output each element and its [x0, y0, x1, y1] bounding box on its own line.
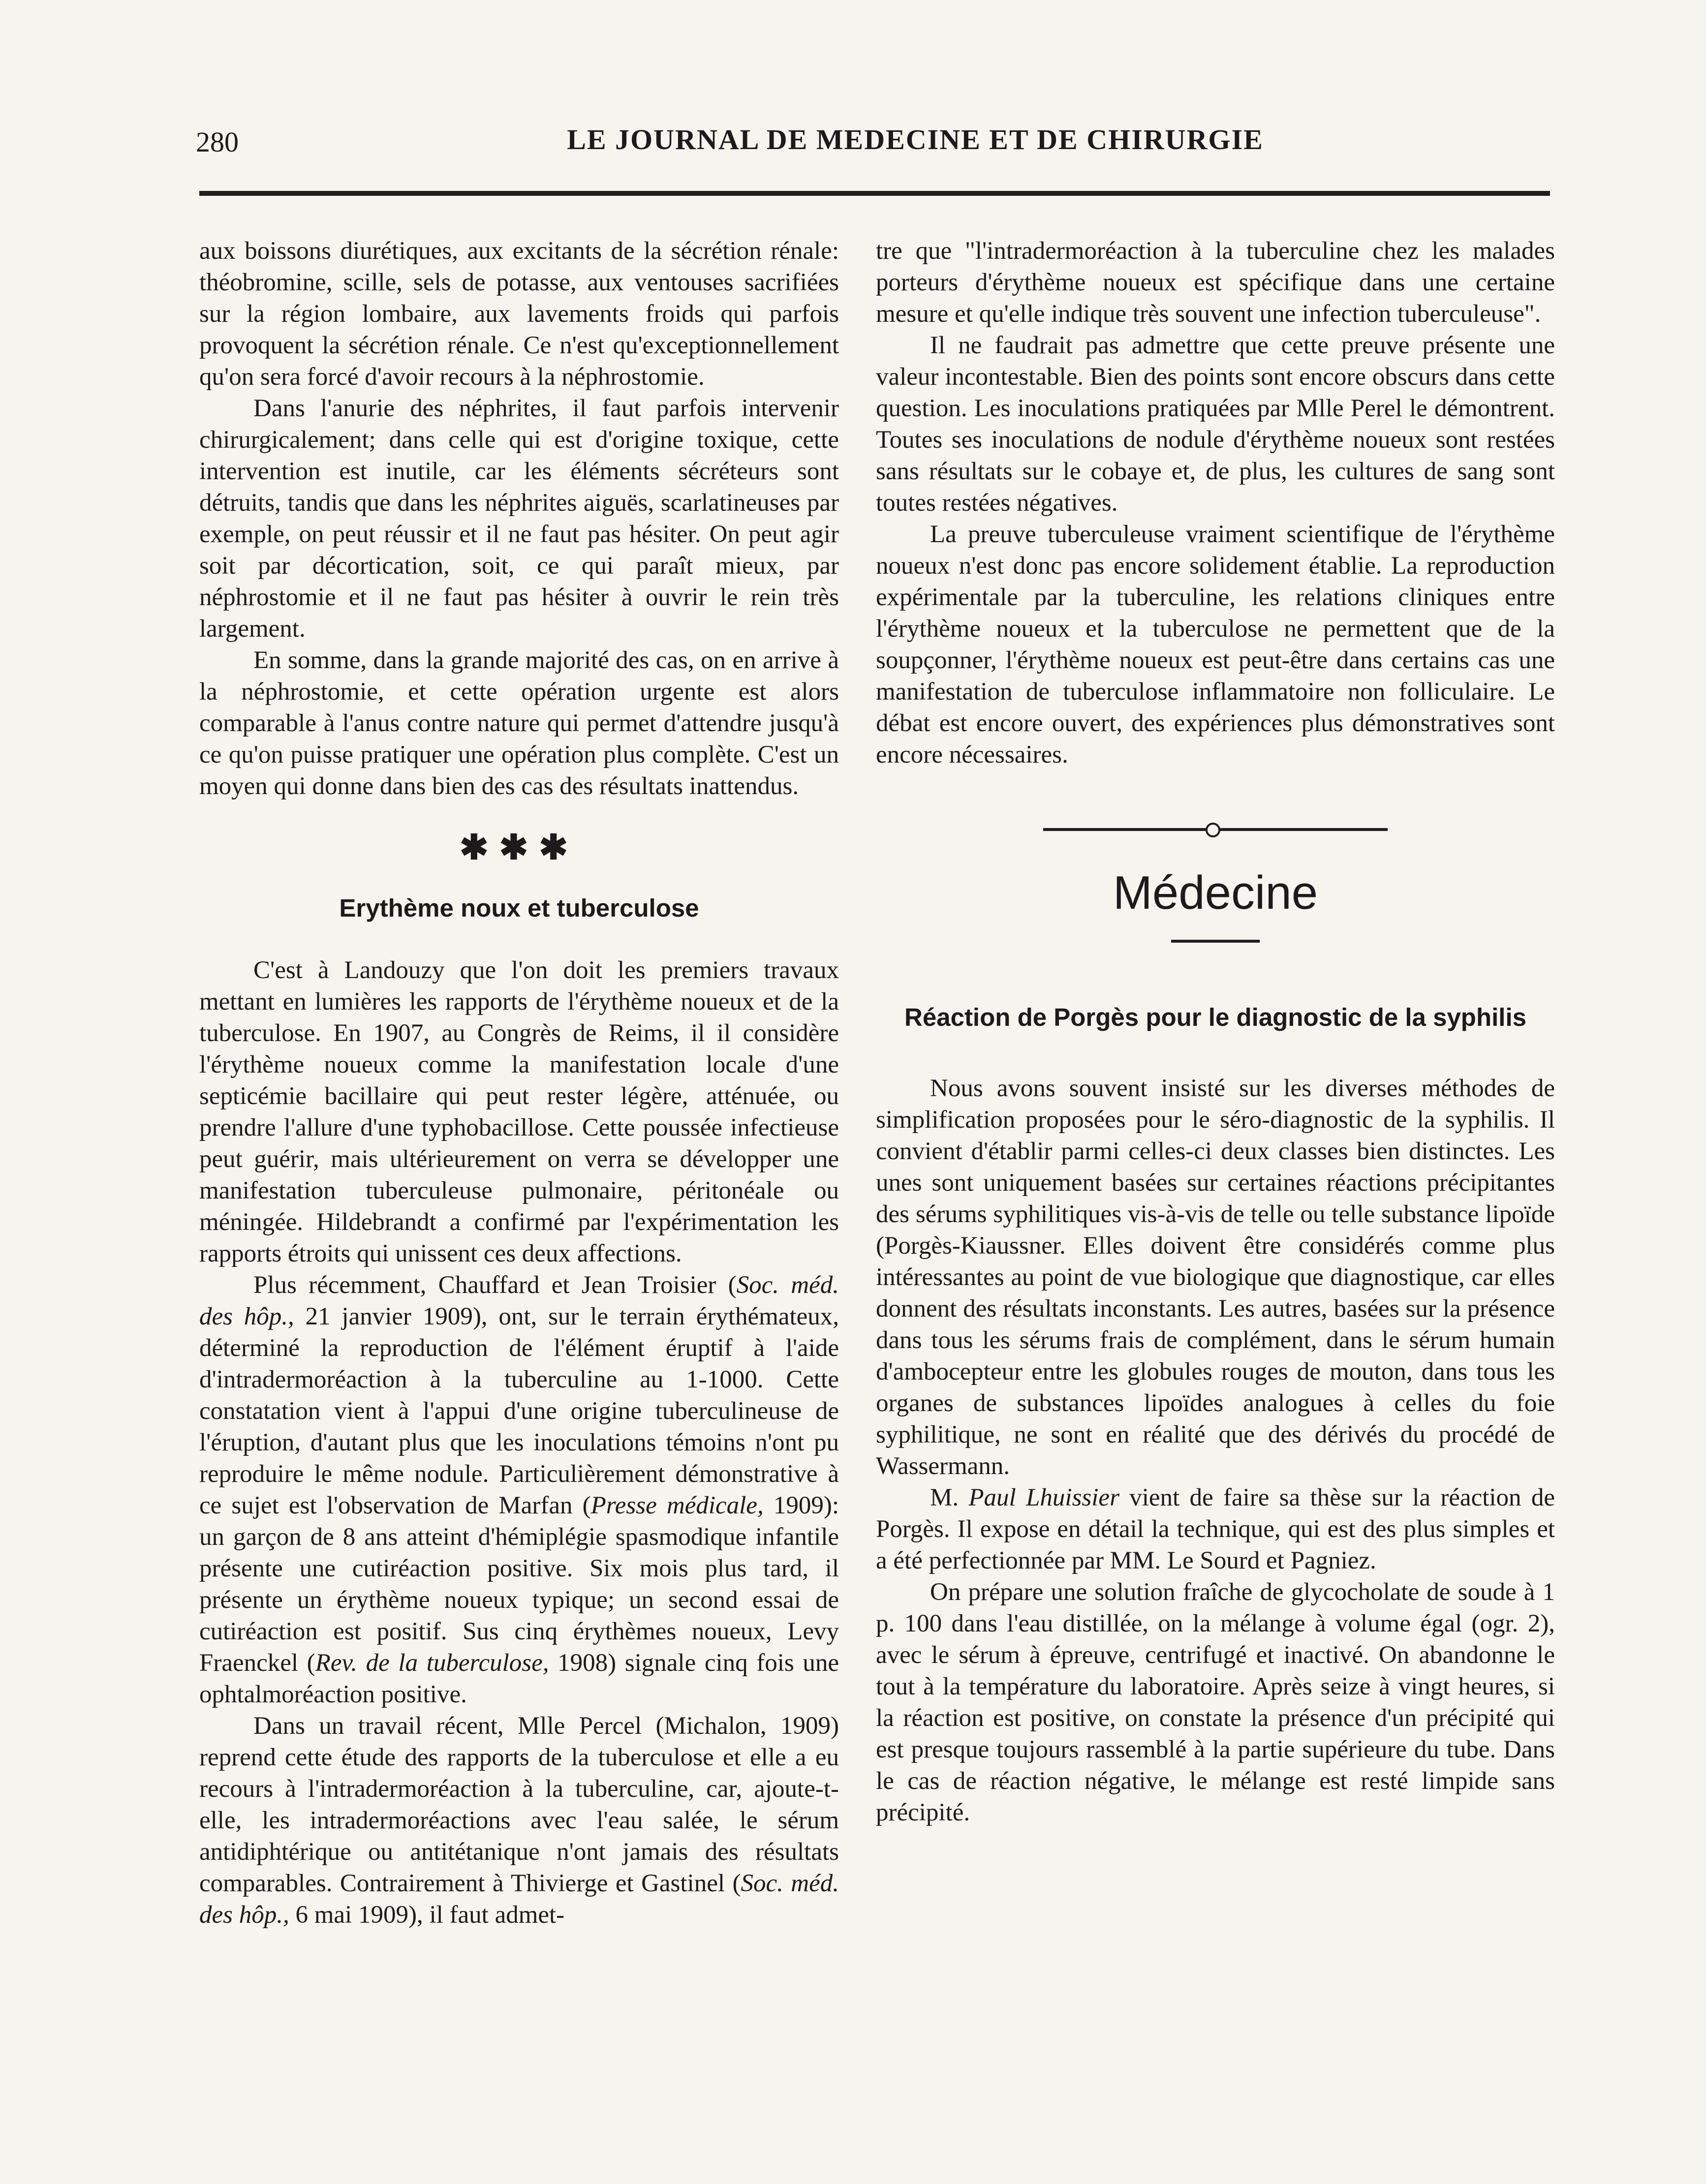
paragraph: [199, 1269, 839, 1710]
text-run: 21 janvier 1909), ont, sur le terrain érythémateux, déterminé la reproduction de l'élément éruptif à l'aide d'intradermoréaction à la tuberculine au 1-1000. Cette constatation vient à l'appui d'une origine tuberculineuse de l'éruption, d'autant plus que les inoculations témoins n'ont pu reproduire le même nodule. Particulièrement démonstrative à ce sujet est l'observation de Marfan (: [199, 1303, 839, 1519]
text-run: M.: [930, 1484, 969, 1511]
paragraph: aux boissons diurétiques, aux excitants de la sécrétion rénale: théobromine, scille, sels de potasse, aux ventouses sacrifiées sur la région lombaire, aux lavements froids qui parfois provoquent la sécrétion rénale. Ce n'est qu'exceptionnellement qu'on sera forcé d'avoir recours à la néphrostomie.: [199, 237, 839, 391]
citation: Rev. de la tuberculose,: [315, 1649, 549, 1677]
header-rule: [199, 191, 1550, 196]
paragraph: [876, 1482, 1555, 1576]
paragraph: C'est à Landouzy que l'on doit les premiers travaux mettant en lumières les rapports de l'érythème noueux et de la tuberculose. En 1907, au Congrès de Reims, il il considère l'érythème noueux comme la manifestation locale d'une septicémie bacillaire qui peut rester légère, atténuée, ou prendre l'allure d'une typhobacillose. Cette poussée infectieuse peut guérir, mais ultérieurement on verra se développer une manifestation tuberculeuse pulmonaire, péritonéale ou méningée. Hildebrandt a confirmé par l'expérimentation les rapports étroits qui unissent ces deux affections.: [199, 956, 839, 1267]
citation: Soc. méd. des hôp.,: [199, 1271, 839, 1330]
text-run: vient de faire sa thèse sur la réaction de Porgès. Il expose en détail la technique, qui est des plus simples et a été perfectionnée par MM. Le Sourd et Pagniez.: [876, 1484, 1555, 1574]
paragraph: En somme, dans la grande majorité des cas, on en arrive à la néphrostomie, et cette opération urgente est alors comparable à l'anus contre nature qui permet d'attendre jusqu'à ce qu'on puisse pratiquer une opération plus complète. C'est un moyen qui donne dans bien des cas des résultats inattendus.: [199, 646, 839, 800]
citation: Presse médicale,: [590, 1492, 764, 1519]
section-rule: [1171, 940, 1260, 943]
paragraph: La preuve tuberculeuse vraiment scientifique de l'érythème noueux n'est donc pas encore solidement établie. La reproduction expérimentale par la tuberculine, les relations cliniques entre l'érythème noueux et la tuberculose ne permettent que de la soupçonner, l'érythème noueux est peut-être dans certains cas une manifestation de tuberculose inflammatoire non folliculaire. Le débat est encore ouvert, des expériences plus démonstratives sont encore nécessaires.: [876, 521, 1555, 769]
paragraph: On prépare une solution fraîche de glycocholate de soude à 1 p. 100 dans l'eau distillée, on la mélange à volume égal (ogr. 2), avec le sérum à épreuve, centrifugé et inactivé. On abandonne le tout à la température du laboratoire. Après seize à vingt heures, si la réaction est positive, on constate la présence d'un précipité qui est presque toujours rassemblé à la partie supérieure du tube. Dans le cas de réaction négative, le mélange est resté limpide sans précipité.: [876, 1578, 1555, 1826]
section-title: Médecine: [1113, 866, 1318, 919]
right-column: [876, 235, 1555, 1828]
paragraph: tre que "l'intradermoréaction à la tuberculine chez les malades porteurs d'érythème noueux est spécifique dans une certaine mesure et qu'elle indique très souvent une infection tuberculeuse".: [876, 237, 1555, 328]
page-number: 280: [196, 126, 239, 158]
text-run: 6 mai 1909), il faut admet-: [289, 1901, 565, 1929]
asterism-divider: ✱✱✱: [460, 829, 579, 867]
left-column: [199, 235, 839, 1931]
ornamental-rule: [876, 820, 1555, 839]
page-header: [0, 0, 1706, 197]
ornament-circle: [1206, 823, 1220, 837]
text-run: Plus récemment, Chauffard et Jean Troisier (: [253, 1271, 737, 1299]
paragraph: [199, 1710, 839, 1931]
paragraph: Dans l'anurie des néphrites, il faut parfois intervenir chirurgicalement; dans celle qui est d'origine toxique, cette intervention est inutile, car les éléments sécréteurs sont détruits, tandis que dans les néphrites aiguës, scarlatineuses par exemple, on peut réussir et il ne faut pas hésiter. On peut agir soit par décortication, soit, ce qui paraît mieux, par néphrostomie et il ne faut pas hésiter à ouvrir le rein très largement.: [199, 395, 839, 643]
paragraph: Il ne faudrait pas admettre que cette preuve présente une valeur incontestable. Bien des points sont encore obscurs dans cette question. Les inoculations pratiquées par Mlle Perel le démontrent. Toutes ses inoculations de nodule d'érythème noueux sont restées sans résultats sur le cobaye et, de plus, les cultures de sang sont toutes restées négatives.: [876, 332, 1555, 517]
running-title: LE JOURNAL DE MEDECINE ET DE CHIRURGIE: [567, 123, 1264, 155]
article-heading: Erythème noux et tuberculose: [339, 894, 699, 922]
text-run: 1909): un garçon de 8 ans atteint d'hémiplégie spasmodique infantile présente une cutiréaction positive. Six mois plus tard, il présente un érythème noueux typique; un second essai de cutiréaction est positif. Sus cinq érythèmes noueux, Levy Fraenckel (: [199, 1492, 839, 1677]
author-name: Paul Lhuissier: [968, 1484, 1119, 1511]
text-run: 1908) signale cinq fois une ophtalmoréaction positive.: [199, 1649, 839, 1708]
article-heading: Réaction de Porgès pour le diagnostic de la syphilis: [904, 1003, 1526, 1031]
text-run: Dans un travail récent, Mlle Percel (Michalon, 1909) reprend cette étude des rapports de la tuberculose et elle a eu recours à l'intradermoréaction à la tuberculine, car, ajoute-t-elle, les intradermoréactions avec l'eau salée, le sérum antidiphtérique ou antitétanique n'ont jamais des résultats comparables. Contrairement à Thivierge et Gastinel (: [199, 1712, 839, 1897]
citation: Soc. méd. des hôp.,: [199, 1870, 839, 1929]
paragraph: Nous avons souvent insisté sur les diverses méthodes de simplification proposées pour le séro-diagnostic de la syphilis. Il convient d'établir parmi celles-ci deux classes bien distinctes. Les unes sont uniquement basées sur certaines réactions précipitantes des sérums syphilitiques vis-à-vis de telle ou telle substance lipoïde (Porgès-Kiaussner. Elles doivent être considérés comme plus intéressantes au point de vue biologique que diagnostique, car elles donnent des résultats inconstants. Les autres, basées sur la présence dans tous les sérums frais de complément, dans le sérum humain d'ambocepteur entre les globules rouges de mouton, dans tous les organes de substances lipoïdes analogues à celles du foie syphilitique, ne sont en réalité que des dérivés du procédé de Wassermann.: [876, 1075, 1555, 1480]
